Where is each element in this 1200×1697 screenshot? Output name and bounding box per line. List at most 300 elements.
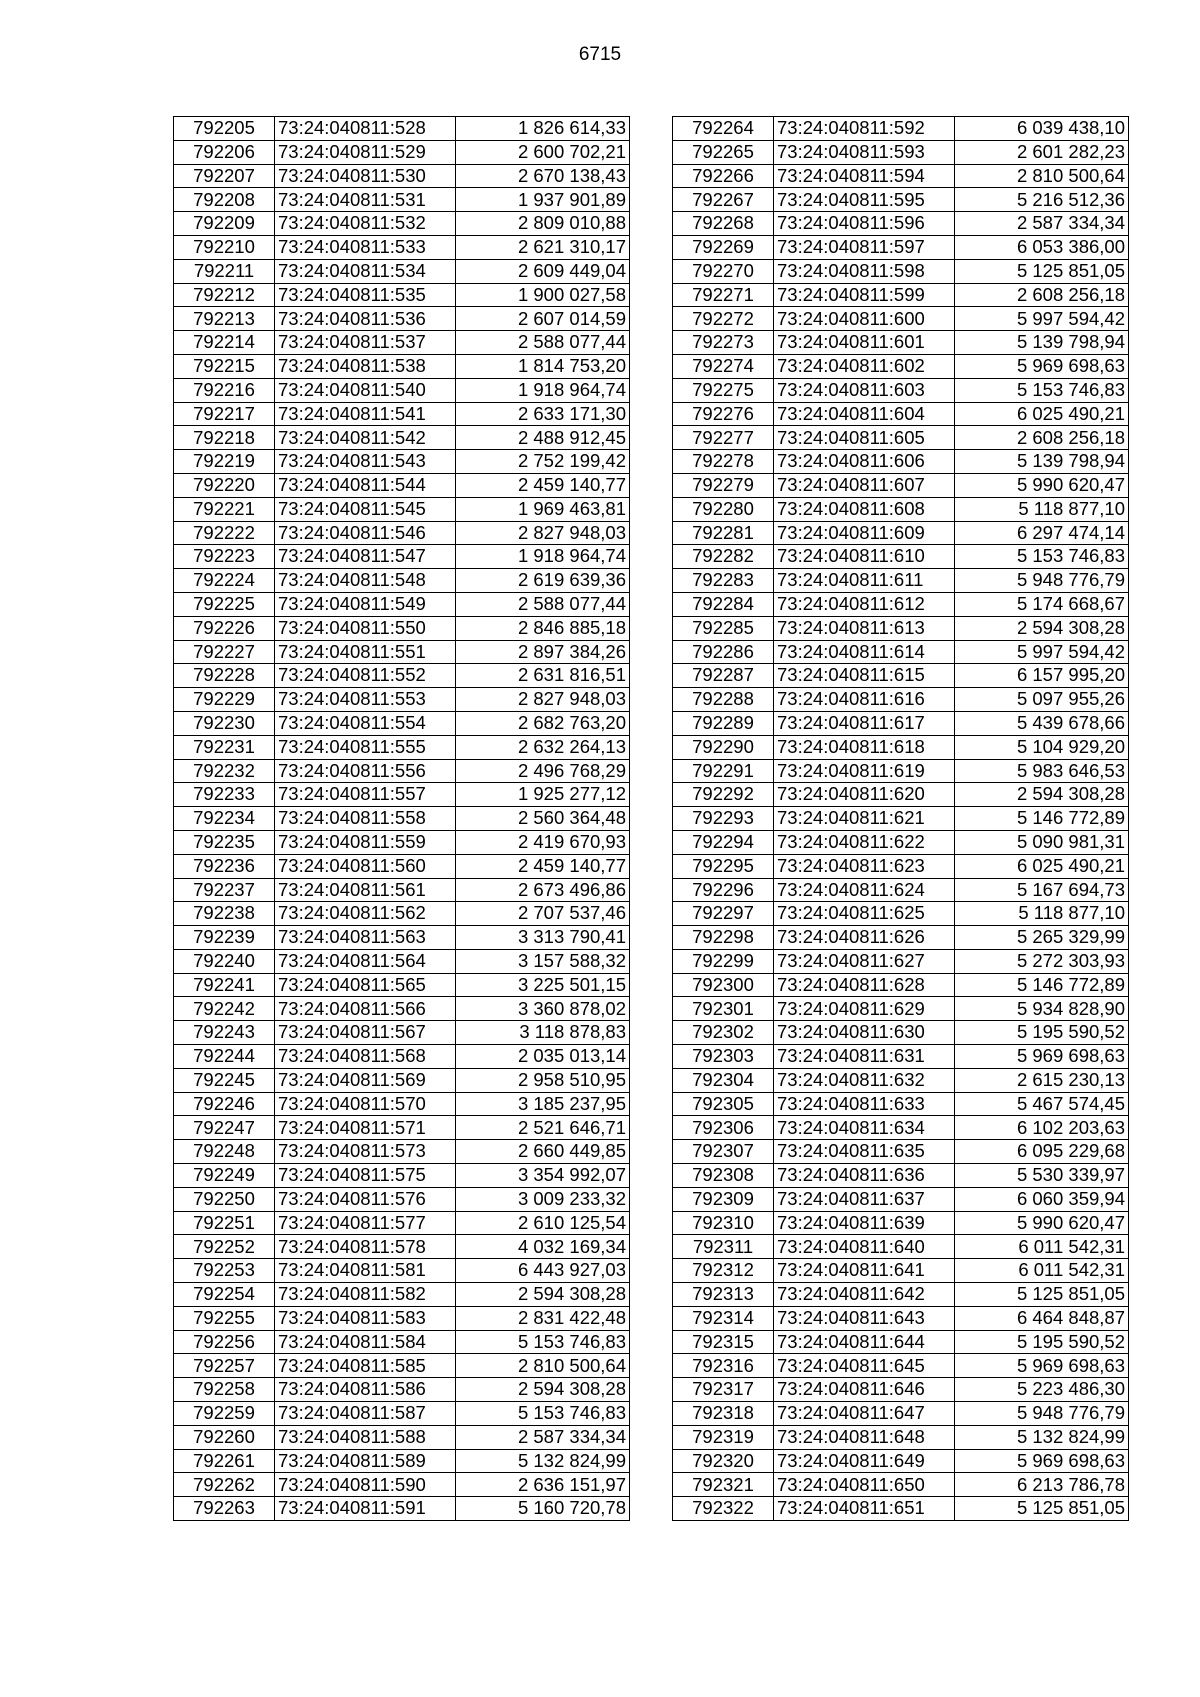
table-row [174,1306,630,1330]
record-number-cell: 792308 [673,1164,774,1188]
cadastral-number-cell: 73:24:040811:614 [774,640,955,664]
cadastral-number-cell: 73:24:040811:593 [774,140,955,164]
cadastral-value-cell: 5 153 746,83 [955,545,1129,569]
cadastral-value-cell: 2 831 422,48 [456,1306,630,1330]
table-row [174,1330,630,1354]
table-row [174,1497,630,1521]
record-number-cell: 792274 [673,354,774,378]
cadastral-number-cell: 73:24:040811:607 [774,473,955,497]
table-row [174,402,630,426]
table-row [673,1283,1129,1307]
table-row [174,1449,630,1473]
table-row [673,1045,1129,1069]
table-row [174,902,630,926]
table-row [673,1211,1129,1235]
cadastral-number-cell: 73:24:040811:647 [774,1402,955,1426]
cadastral-number-cell: 73:24:040811:569 [275,1068,456,1092]
cadastral-value-cell: 6 102 203,63 [955,1116,1129,1140]
cadastral-value-cell: 2 682 763,20 [456,711,630,735]
cadastral-number-cell: 73:24:040811:560 [275,854,456,878]
record-number-cell: 792247 [174,1116,275,1140]
cadastral-value-cell: 2 594 308,28 [955,616,1129,640]
cadastral-number-cell: 73:24:040811:640 [774,1235,955,1259]
table-row [174,473,630,497]
cadastral-number-cell: 73:24:040811:528 [275,117,456,141]
table-row [174,688,630,712]
table-row [673,926,1129,950]
record-number-cell: 792236 [174,854,275,878]
cadastral-number-cell: 73:24:040811:592 [774,117,955,141]
cadastral-value-cell: 5 969 698,63 [955,354,1129,378]
cadastral-number-cell: 73:24:040811:623 [774,854,955,878]
cadastral-number-cell: 73:24:040811:622 [774,830,955,854]
cadastral-number-cell: 73:24:040811:543 [275,450,456,474]
cadastral-number-cell: 73:24:040811:629 [774,997,955,1021]
record-number-cell: 792275 [673,378,774,402]
cadastral-value-cell: 2 827 948,03 [456,688,630,712]
cadastral-number-cell: 73:24:040811:531 [275,188,456,212]
record-number-cell: 792251 [174,1211,275,1235]
cadastral-number-cell: 73:24:040811:576 [275,1187,456,1211]
cadastral-value-cell: 2 621 310,17 [456,235,630,259]
left-registry-table [173,116,630,1521]
cadastral-value-cell: 2 673 496,86 [456,878,630,902]
table-row [673,616,1129,640]
table-row [673,902,1129,926]
table-row [673,1140,1129,1164]
record-number-cell: 792288 [673,688,774,712]
cadastral-value-cell: 2 588 077,44 [456,331,630,355]
table-row [174,616,630,640]
record-number-cell: 792287 [673,664,774,688]
cadastral-number-cell: 73:24:040811:602 [774,354,955,378]
cadastral-number-cell: 73:24:040811:601 [774,331,955,355]
cadastral-value-cell: 5 948 776,79 [955,569,1129,593]
record-number-cell: 792300 [673,973,774,997]
cadastral-value-cell: 5 104 929,20 [955,735,1129,759]
cadastral-number-cell: 73:24:040811:575 [275,1164,456,1188]
cadastral-value-cell: 1 918 964,74 [456,545,630,569]
cadastral-value-cell: 5 118 877,10 [955,497,1129,521]
cadastral-value-cell: 2 610 125,54 [456,1211,630,1235]
table-row [673,878,1129,902]
record-number-cell: 792220 [174,473,275,497]
cadastral-value-cell: 1 925 277,12 [456,783,630,807]
table-row [673,450,1129,474]
cadastral-value-cell: 2 587 334,34 [456,1425,630,1449]
cadastral-value-cell: 2 810 500,64 [955,164,1129,188]
record-number-cell: 792226 [174,616,275,640]
cadastral-number-cell: 73:24:040811:646 [774,1378,955,1402]
table-row [174,997,630,1021]
cadastral-number-cell: 73:24:040811:626 [774,926,955,950]
record-number-cell: 792312 [673,1259,774,1283]
table-row [174,117,630,141]
cadastral-number-cell: 73:24:040811:630 [774,1021,955,1045]
cadastral-number-cell: 73:24:040811:650 [774,1473,955,1497]
cadastral-number-cell: 73:24:040811:578 [275,1235,456,1259]
table-row [174,1473,630,1497]
record-number-cell: 792210 [174,235,275,259]
record-number-cell: 792282 [673,545,774,569]
right-registry-table [672,116,1129,1521]
cadastral-number-cell: 73:24:040811:648 [774,1425,955,1449]
cadastral-value-cell: 5 969 698,63 [955,1045,1129,1069]
cadastral-number-cell: 73:24:040811:589 [275,1449,456,1473]
record-number-cell: 792237 [174,878,275,902]
cadastral-value-cell: 2 035 013,14 [456,1045,630,1069]
record-number-cell: 792216 [174,378,275,402]
table-row [174,1140,630,1164]
cadastral-number-cell: 73:24:040811:541 [275,402,456,426]
record-number-cell: 792224 [174,569,275,593]
record-number-cell: 792205 [174,117,275,141]
table-row [174,1164,630,1188]
cadastral-value-cell: 1 969 463,81 [456,497,630,521]
record-number-cell: 792296 [673,878,774,902]
table-row [174,830,630,854]
table-row [174,188,630,212]
cadastral-value-cell: 5 125 851,05 [955,1283,1129,1307]
table-row [673,426,1129,450]
cadastral-value-cell: 1 826 614,33 [456,117,630,141]
record-number-cell: 792255 [174,1306,275,1330]
record-number-cell: 792207 [174,164,275,188]
cadastral-number-cell: 73:24:040811:565 [275,973,456,997]
table-row [174,378,630,402]
cadastral-number-cell: 73:24:040811:562 [275,902,456,926]
cadastral-value-cell: 2 633 171,30 [456,402,630,426]
table-row [673,1164,1129,1188]
record-number-cell: 792211 [174,259,275,283]
cadastral-value-cell: 5 090 981,31 [955,830,1129,854]
record-number-cell: 792230 [174,711,275,735]
table-row [174,664,630,688]
cadastral-value-cell: 2 810 500,64 [456,1354,630,1378]
record-number-cell: 792290 [673,735,774,759]
cadastral-value-cell: 2 607 014,59 [456,307,630,331]
cadastral-value-cell: 2 631 816,51 [456,664,630,688]
cadastral-number-cell: 73:24:040811:625 [774,902,955,926]
table-row [673,949,1129,973]
record-number-cell: 792266 [673,164,774,188]
cadastral-number-cell: 73:24:040811:617 [774,711,955,735]
cadastral-value-cell: 1 900 027,58 [456,283,630,307]
table-row [673,117,1129,141]
cadastral-number-cell: 73:24:040811:577 [275,1211,456,1235]
table-row [673,235,1129,259]
table-row [673,473,1129,497]
cadastral-number-cell: 73:24:040811:610 [774,545,955,569]
cadastral-number-cell: 73:24:040811:644 [774,1330,955,1354]
table-row [673,188,1129,212]
record-number-cell: 792262 [174,1473,275,1497]
cadastral-number-cell: 73:24:040811:550 [275,616,456,640]
left-table-body [174,117,630,1521]
record-number-cell: 792305 [673,1092,774,1116]
cadastral-value-cell: 2 594 308,28 [456,1378,630,1402]
cadastral-number-cell: 73:24:040811:608 [774,497,955,521]
cadastral-number-cell: 73:24:040811:537 [275,331,456,355]
record-number-cell: 792245 [174,1068,275,1092]
table-row [673,711,1129,735]
table-row [174,878,630,902]
cadastral-value-cell: 5 153 746,83 [955,378,1129,402]
cadastral-number-cell: 73:24:040811:542 [275,426,456,450]
record-number-cell: 792212 [174,283,275,307]
cadastral-value-cell: 5 265 329,99 [955,926,1129,950]
cadastral-number-cell: 73:24:040811:631 [774,1045,955,1069]
cadastral-number-cell: 73:24:040811:632 [774,1068,955,1092]
cadastral-number-cell: 73:24:040811:538 [275,354,456,378]
table-row [673,1187,1129,1211]
right-table-body [673,117,1129,1521]
record-number-cell: 792222 [174,521,275,545]
table-row [174,259,630,283]
cadastral-number-cell: 73:24:040811:624 [774,878,955,902]
cadastral-value-cell: 2 827 948,03 [456,521,630,545]
cadastral-number-cell: 73:24:040811:627 [774,949,955,973]
table-row [174,307,630,331]
table-row [673,592,1129,616]
page-number: 6715 [578,44,622,65]
record-number-cell: 792283 [673,569,774,593]
table-row [673,402,1129,426]
record-number-cell: 792254 [174,1283,275,1307]
record-number-cell: 792295 [673,854,774,878]
table-row [673,688,1129,712]
cadastral-value-cell: 1 937 901,89 [456,188,630,212]
cadastral-number-cell: 73:24:040811:598 [774,259,955,283]
table-row [174,1045,630,1069]
record-number-cell: 792307 [673,1140,774,1164]
cadastral-value-cell: 5 174 668,67 [955,592,1129,616]
cadastral-number-cell: 73:24:040811:641 [774,1259,955,1283]
cadastral-value-cell: 3 118 878,83 [456,1021,630,1045]
cadastral-number-cell: 73:24:040811:536 [275,307,456,331]
table-row [673,1021,1129,1045]
cadastral-number-cell: 73:24:040811:540 [275,378,456,402]
cadastral-number-cell: 73:24:040811:616 [774,688,955,712]
record-number-cell: 792265 [673,140,774,164]
record-number-cell: 792232 [174,759,275,783]
cadastral-value-cell: 5 223 486,30 [955,1378,1129,1402]
record-number-cell: 792311 [673,1235,774,1259]
cadastral-number-cell: 73:24:040811:551 [275,640,456,664]
record-number-cell: 792273 [673,331,774,355]
cadastral-value-cell: 5 139 798,94 [955,450,1129,474]
cadastral-value-cell: 5 146 772,89 [955,973,1129,997]
record-number-cell: 792231 [174,735,275,759]
cadastral-number-cell: 73:24:040811:639 [774,1211,955,1235]
table-row [673,1378,1129,1402]
table-row [673,664,1129,688]
cadastral-value-cell: 4 032 169,34 [456,1235,630,1259]
cadastral-number-cell: 73:24:040811:552 [275,664,456,688]
table-row [673,640,1129,664]
record-number-cell: 792278 [673,450,774,474]
record-number-cell: 792270 [673,259,774,283]
cadastral-value-cell: 5 969 698,63 [955,1354,1129,1378]
cadastral-number-cell: 73:24:040811:566 [275,997,456,1021]
cadastral-value-cell: 2 587 334,34 [955,212,1129,236]
cadastral-value-cell: 5 983 646,53 [955,759,1129,783]
record-number-cell: 792285 [673,616,774,640]
record-number-cell: 792286 [673,640,774,664]
cadastral-value-cell: 5 153 746,83 [456,1402,630,1426]
cadastral-value-cell: 5 146 772,89 [955,807,1129,831]
record-number-cell: 792303 [673,1045,774,1069]
cadastral-value-cell: 5 132 824,99 [955,1425,1129,1449]
record-number-cell: 792252 [174,1235,275,1259]
cadastral-number-cell: 73:24:040811:564 [275,949,456,973]
cadastral-number-cell: 73:24:040811:620 [774,783,955,807]
record-number-cell: 792269 [673,235,774,259]
cadastral-number-cell: 73:24:040811:606 [774,450,955,474]
record-number-cell: 792209 [174,212,275,236]
table-row [673,140,1129,164]
record-number-cell: 792233 [174,783,275,807]
cadastral-value-cell: 6 060 359,94 [955,1187,1129,1211]
table-row [174,521,630,545]
table-row [174,759,630,783]
cadastral-value-cell: 5 990 620,47 [955,473,1129,497]
cadastral-value-cell: 2 958 510,95 [456,1068,630,1092]
cadastral-value-cell: 6 011 542,31 [955,1235,1129,1259]
cadastral-number-cell: 73:24:040811:553 [275,688,456,712]
cadastral-value-cell: 1 918 964,74 [456,378,630,402]
table-row [174,854,630,878]
cadastral-value-cell: 2 897 384,26 [456,640,630,664]
record-number-cell: 792292 [673,783,774,807]
record-number-cell: 792310 [673,1211,774,1235]
cadastral-value-cell: 5 125 851,05 [955,1497,1129,1521]
cadastral-number-cell: 73:24:040811:628 [774,973,955,997]
cadastral-number-cell: 73:24:040811:594 [774,164,955,188]
cadastral-number-cell: 73:24:040811:558 [275,807,456,831]
cadastral-value-cell: 5 530 339,97 [955,1164,1129,1188]
record-number-cell: 792217 [174,402,275,426]
table-row [174,640,630,664]
cadastral-value-cell: 2 588 077,44 [456,592,630,616]
cadastral-value-cell: 5 997 594,42 [955,640,1129,664]
table-row [174,592,630,616]
record-number-cell: 792298 [673,926,774,950]
record-number-cell: 792241 [174,973,275,997]
cadastral-number-cell: 73:24:040811:604 [774,402,955,426]
cadastral-value-cell: 5 934 828,90 [955,997,1129,1021]
cadastral-value-cell: 2 521 646,71 [456,1116,630,1140]
cadastral-value-cell: 2 600 702,21 [456,140,630,164]
cadastral-number-cell: 73:24:040811:533 [275,235,456,259]
cadastral-value-cell: 2 594 308,28 [955,783,1129,807]
record-number-cell: 792261 [174,1449,275,1473]
cadastral-value-cell: 6 297 474,14 [955,521,1129,545]
cadastral-value-cell: 2 707 537,46 [456,902,630,926]
record-number-cell: 792223 [174,545,275,569]
record-number-cell: 792235 [174,830,275,854]
table-row [673,759,1129,783]
cadastral-value-cell: 3 225 501,15 [456,973,630,997]
record-number-cell: 792246 [174,1092,275,1116]
record-number-cell: 792234 [174,807,275,831]
cadastral-value-cell: 2 636 151,97 [456,1473,630,1497]
record-number-cell: 792215 [174,354,275,378]
table-row [673,1425,1129,1449]
table-row [174,1235,630,1259]
table-row [673,1235,1129,1259]
record-number-cell: 792238 [174,902,275,926]
table-row [174,1283,630,1307]
cadastral-number-cell: 73:24:040811:605 [774,426,955,450]
table-row [174,735,630,759]
record-number-cell: 792249 [174,1164,275,1188]
record-number-cell: 792319 [673,1425,774,1449]
cadastral-number-cell: 73:24:040811:634 [774,1116,955,1140]
cadastral-value-cell: 6 039 438,10 [955,117,1129,141]
cadastral-value-cell: 2 846 885,18 [456,616,630,640]
table-row [673,164,1129,188]
table-row [174,1425,630,1449]
cadastral-value-cell: 6 053 386,00 [955,235,1129,259]
table-row [174,497,630,521]
table-row [174,140,630,164]
table-row [673,1259,1129,1283]
cadastral-value-cell: 2 419 670,93 [456,830,630,854]
table-row [673,783,1129,807]
table-row [673,1473,1129,1497]
table-row [673,1354,1129,1378]
cadastral-number-cell: 73:24:040811:568 [275,1045,456,1069]
cadastral-number-cell: 73:24:040811:618 [774,735,955,759]
cadastral-number-cell: 73:24:040811:563 [275,926,456,950]
cadastral-number-cell: 73:24:040811:585 [275,1354,456,1378]
table-row [174,1354,630,1378]
table-row [174,1068,630,1092]
cadastral-number-cell: 73:24:040811:567 [275,1021,456,1045]
table-row [673,807,1129,831]
cadastral-value-cell: 2 560 364,48 [456,807,630,831]
cadastral-number-cell: 73:24:040811:590 [275,1473,456,1497]
cadastral-value-cell: 5 139 798,94 [955,331,1129,355]
record-number-cell: 792264 [673,117,774,141]
cadastral-value-cell: 2 670 138,43 [456,164,630,188]
cadastral-number-cell: 73:24:040811:573 [275,1140,456,1164]
cadastral-number-cell: 73:24:040811:556 [275,759,456,783]
cadastral-number-cell: 73:24:040811:637 [774,1187,955,1211]
cadastral-value-cell: 5 153 746,83 [456,1330,630,1354]
cadastral-value-cell: 5 195 590,52 [955,1330,1129,1354]
cadastral-value-cell: 5 439 678,66 [955,711,1129,735]
cadastral-number-cell: 73:24:040811:557 [275,783,456,807]
record-number-cell: 792206 [174,140,275,164]
cadastral-value-cell: 5 132 824,99 [456,1449,630,1473]
table-row [673,1402,1129,1426]
table-row [174,1116,630,1140]
cadastral-number-cell: 73:24:040811:561 [275,878,456,902]
table-row [673,1306,1129,1330]
record-number-cell: 792279 [673,473,774,497]
table-row [174,1259,630,1283]
table-row [174,1092,630,1116]
cadastral-value-cell: 2 615 230,13 [955,1068,1129,1092]
cadastral-number-cell: 73:24:040811:633 [774,1092,955,1116]
cadastral-number-cell: 73:24:040811:615 [774,664,955,688]
record-number-cell: 792260 [174,1425,275,1449]
table-row [673,259,1129,283]
cadastral-value-cell: 5 997 594,42 [955,307,1129,331]
table-row [174,545,630,569]
